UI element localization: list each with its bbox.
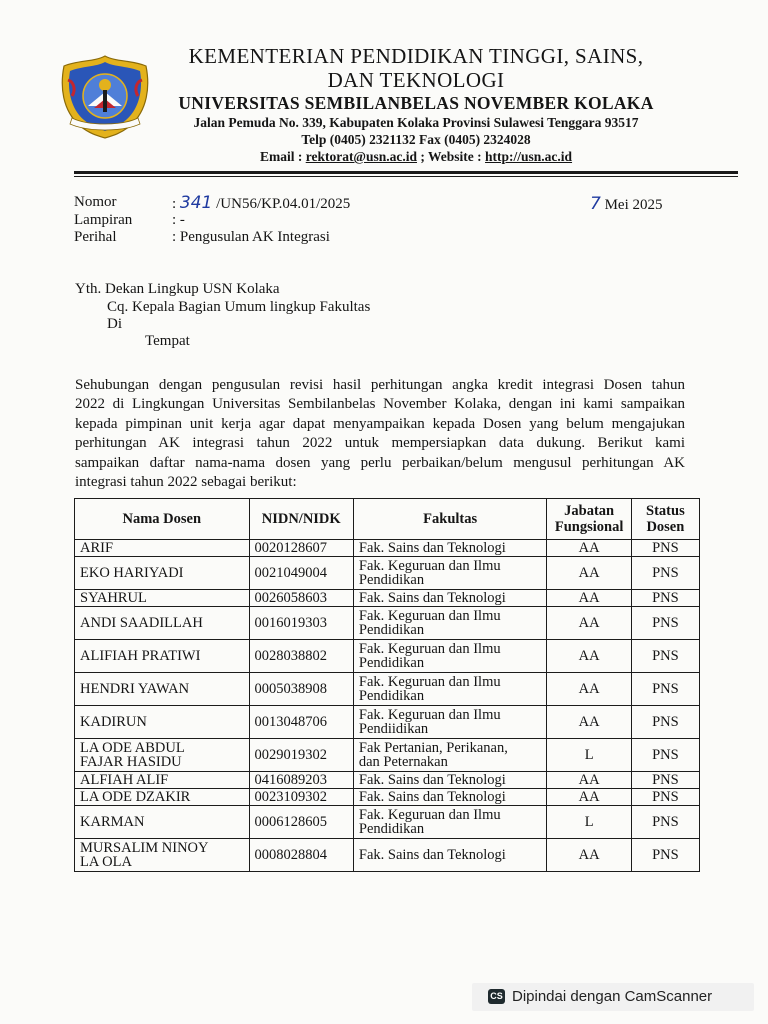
header-nama: Nama Dosen: [75, 499, 250, 540]
perihal-label: Perihal: [74, 229, 117, 245]
cell-fakultas-text: Fak Pertanian, Perikanan,: [358, 739, 508, 756]
cell-fakultas: [353, 557, 547, 590]
cell-nama: [75, 739, 250, 772]
cell-fakultas: [353, 640, 547, 673]
cell-nama: [75, 640, 250, 673]
cell-fakultas: [353, 540, 547, 557]
cell-nama: [75, 607, 250, 640]
cell-fakultas-text: Fak. Keguruan dan Ilmu: [358, 706, 501, 723]
cell-nama: [75, 772, 250, 789]
cell-jabatan-text: AA: [578, 564, 600, 581]
table-row: [75, 540, 700, 557]
cell-fakultas-text: Fak. Keguruan dan Ilmu: [358, 806, 501, 823]
date-suffix: Mei 2025: [600, 197, 663, 213]
cell-nama-text: LA OLA: [80, 854, 132, 870]
cell-nama-text: SYAHRUL: [80, 589, 147, 606]
cell-status-text: PNS: [652, 713, 679, 730]
cell-status-text: PNS: [652, 788, 679, 805]
cell-nama: [75, 673, 250, 706]
camscanner-text: Dipindai dengan CamScanner: [512, 988, 713, 1005]
cell-fakultas-text: Pendidikan: [358, 572, 425, 588]
website-label: ; Website :: [417, 149, 486, 164]
university-name: UNIVERSITAS SEMBILANBELAS NOVEMBER KOLAKA: [178, 93, 654, 113]
cell-fakultas: [353, 789, 547, 806]
cell-nidn: [249, 590, 353, 607]
cell-nama: [75, 839, 250, 872]
ministry-name-line2: DAN TEKNOLOGI: [327, 68, 505, 92]
cell-jabatan-text: AA: [578, 680, 600, 697]
cell-jabatan: [547, 640, 631, 673]
table-row: [75, 607, 700, 640]
table-row: [75, 590, 700, 607]
cell-fakultas-text: Fak. Keguruan dan Ilmu: [358, 640, 501, 657]
body-line: 2022 di Lingkungan Universitas Sembilanbelas November Kolaka, dengan ini kami sampaikan: [75, 396, 685, 413]
cell-jabatan-text: AA: [578, 788, 600, 805]
cell-jabatan: [547, 789, 631, 806]
cell-status-text: PNS: [652, 771, 679, 788]
ministry-name-line1: KEMENTERIAN PENDIDIKAN TINGGI, SAINS,: [188, 44, 644, 68]
university-phone: Telp (0405) 2321132 Fax (0405) 2324028: [301, 132, 531, 147]
perihal-value: : Pengusulan AK Integrasi: [172, 229, 330, 245]
cell-status: [631, 673, 699, 706]
header-jabatan: [547, 499, 631, 540]
body-line: sampaikan daftar nama-nama dosen yang perlu perbaikan/belum mengusul perhitungan AK: [75, 454, 685, 471]
cell-status-text: PNS: [652, 746, 679, 763]
cell-jabatan: [547, 772, 631, 789]
cell-fakultas-text: Pendidikan: [358, 622, 425, 638]
body-paragraph: [75, 376, 685, 492]
camscanner-watermark: [472, 983, 754, 1011]
university-address: Jalan Pemuda No. 339, Kabupaten Kolaka Provinsi Sulawesi Tenggara 93517: [193, 115, 639, 130]
letter-date: [590, 194, 663, 214]
cell-nidn-text: 0021049004: [254, 564, 328, 581]
cell-nidn: [249, 540, 353, 557]
cell-nidn-text: 0028038802: [254, 647, 328, 664]
cell-nama-text: LA ODE DZAKIR: [80, 788, 191, 805]
header-jabatan-line1: Jabatan: [564, 503, 615, 519]
cell-nidn-text: 0020128607: [254, 539, 328, 556]
body-line: perhitungan AK integrasi tahun 2022 untuk mempersiapkan data dukung. Berikut kami: [75, 435, 685, 452]
nomor-colon: :: [172, 196, 180, 212]
cell-jabatan-text: AA: [578, 589, 600, 606]
cell-fakultas-text: Fak. Sains dan Teknologi: [358, 539, 506, 556]
cell-nama: [75, 806, 250, 839]
table-row: [75, 706, 700, 739]
cell-jabatan: [547, 590, 631, 607]
email-link[interactable]: rektorat@usn.ac.id: [305, 149, 418, 164]
cell-status-text: PNS: [652, 614, 679, 631]
cell-nidn: [249, 607, 353, 640]
cell-nidn: [249, 739, 353, 772]
cell-status: [631, 557, 699, 590]
cell-fakultas-text: Fak. Keguruan dan Ilmu: [358, 673, 501, 690]
lecturer-table: [74, 498, 700, 872]
header-status: [631, 499, 699, 540]
cell-status-text: PNS: [652, 813, 679, 830]
cell-nama-text: KARMAN: [80, 813, 145, 830]
cell-fakultas: [353, 590, 547, 607]
lampiran-value: : -: [172, 212, 185, 228]
cell-status: [631, 839, 699, 872]
table-row: [75, 772, 700, 789]
letterhead-rule-thin: [74, 176, 738, 177]
cell-jabatan-text: L: [584, 746, 594, 763]
cell-fakultas-text: Pendidikan: [358, 655, 425, 671]
cell-jabatan-text: AA: [578, 539, 600, 556]
cell-status-text: PNS: [652, 680, 679, 697]
letterhead-rule-thick: [74, 171, 738, 174]
header-jabatan-line2: Fungsional: [554, 519, 624, 535]
cell-status: [631, 540, 699, 557]
cell-status: [631, 640, 699, 673]
cell-nidn: [249, 557, 353, 590]
cell-nidn-text: 0023109302: [254, 788, 328, 805]
header-fakultas: Fakultas: [353, 499, 547, 540]
cell-nama-text: EKO HARIYADI: [80, 564, 184, 581]
cell-status: [631, 607, 699, 640]
body-line: Sehubungan dengan pengusulan revisi hasil perhitungan angka kredit integrasi Dosen tahun: [75, 377, 685, 393]
recipient-line2: Cq. Kepala Bagian Umum lingkup Fakultas: [107, 299, 371, 315]
body-line: kepada pimpinan unit kerja agar dapat menyampaikan kepada Dosen yang belum mengajukan: [75, 415, 685, 432]
cell-jabatan-text: AA: [578, 713, 600, 730]
email-label: Email :: [259, 149, 306, 164]
cell-nama: [75, 789, 250, 806]
table-row: [75, 557, 700, 590]
table-header-row: [75, 499, 700, 540]
cell-status-text: PNS: [652, 589, 679, 606]
cell-nidn: [249, 640, 353, 673]
cell-status: [631, 739, 699, 772]
cell-nidn-text: 0016019303: [254, 614, 328, 631]
cell-jabatan-text: AA: [578, 647, 600, 664]
table-row: [75, 789, 700, 806]
header-nidn: NIDN/NIDK: [249, 499, 353, 540]
recipient-line3: Di: [107, 316, 122, 332]
cell-fakultas-text: Fak. Sains dan Teknologi: [358, 771, 506, 788]
cell-fakultas-text: Fak. Sains dan Teknologi: [358, 846, 506, 863]
cell-jabatan-text: L: [584, 813, 594, 830]
cell-nama-text: HENDRI YAWAN: [80, 680, 190, 697]
cell-jabatan: [547, 706, 631, 739]
cell-nidn-text: 0029019302: [254, 746, 328, 763]
cell-nama: [75, 706, 250, 739]
cell-jabatan: [547, 806, 631, 839]
header-status-line2: Dosen: [646, 519, 685, 535]
table-row: [75, 839, 700, 872]
cell-nama: [75, 557, 250, 590]
cell-status-text: PNS: [652, 647, 679, 664]
camscanner-icon: CS: [488, 989, 505, 1004]
university-logo: [54, 52, 156, 140]
cell-jabatan: [547, 557, 631, 590]
table-row: [75, 640, 700, 673]
cell-nidn-text: 0013048706: [254, 713, 328, 730]
lampiran-label: Lampiran: [74, 212, 133, 228]
cell-nama: [75, 590, 250, 607]
cell-jabatan: [547, 607, 631, 640]
cell-nidn-text: 0026058603: [254, 589, 328, 606]
cell-fakultas: [353, 673, 547, 706]
cell-nidn-text: 0416089203: [254, 771, 328, 788]
table-row: [75, 806, 700, 839]
cell-nama-text: FAJAR HASIDU: [80, 754, 182, 770]
cell-nidn: [249, 706, 353, 739]
cell-status: [631, 806, 699, 839]
cell-fakultas: [353, 739, 547, 772]
cell-nidn-text: 0005038908: [254, 680, 328, 697]
nomor-suffix: /UN56/KP.04.01/2025: [212, 196, 351, 212]
cell-fakultas: [353, 706, 547, 739]
cell-nama-text: ARIF: [80, 539, 114, 556]
header-status-line1: Status: [646, 503, 685, 519]
nomor-label: Nomor: [74, 194, 117, 210]
cell-nama-text: KADIRUN: [80, 713, 147, 730]
cell-status: [631, 706, 699, 739]
cell-jabatan-text: AA: [578, 614, 600, 631]
body-line: integrasi tahun 2022 sebagai berikut:: [75, 474, 297, 491]
cell-status-text: PNS: [652, 846, 679, 863]
cell-nidn: [249, 772, 353, 789]
cell-jabatan: [547, 673, 631, 706]
cell-jabatan: [547, 739, 631, 772]
table-row: [75, 739, 700, 772]
cell-status: [631, 590, 699, 607]
table-row: [75, 673, 700, 706]
cell-nidn: [249, 806, 353, 839]
cell-fakultas-text: dan Peternakan: [358, 754, 448, 770]
cell-nidn-text: 0006128605: [254, 813, 328, 830]
cell-jabatan: [547, 839, 631, 872]
date-handwritten: 7: [590, 194, 601, 214]
cell-fakultas: [353, 839, 547, 872]
cell-fakultas: [353, 772, 547, 789]
university-contact: [160, 149, 672, 165]
cell-nama-text: MURSALIM NINOY: [80, 839, 209, 856]
cell-nidn: [249, 673, 353, 706]
nomor-handwritten: 341: [179, 193, 213, 213]
cell-nama-text: ALIFIAH PRATIWI: [80, 647, 201, 664]
recipient-line4: Tempat: [145, 333, 190, 349]
nomor-value: [172, 193, 350, 213]
cell-status-text: PNS: [652, 539, 679, 556]
cell-fakultas-text: Fak. Sains dan Teknologi: [358, 788, 506, 805]
cell-fakultas-text: Fak. Sains dan Teknologi: [358, 589, 506, 606]
cell-fakultas: [353, 607, 547, 640]
cell-nama: [75, 540, 250, 557]
cell-nidn-text: 0008028804: [254, 846, 328, 863]
cell-nidn: [249, 789, 353, 806]
cell-fakultas-text: Fak. Keguruan dan Ilmu: [358, 557, 501, 574]
cell-nama-text: ALFIAH ALIF: [80, 771, 169, 788]
cell-nidn: [249, 839, 353, 872]
recipient-line1: Yth. Dekan Lingkup USN Kolaka: [75, 281, 280, 297]
cell-fakultas-text: Fak. Keguruan dan Ilmu: [358, 607, 501, 624]
cell-jabatan-text: AA: [578, 846, 600, 863]
cell-status-text: PNS: [652, 564, 679, 581]
cell-fakultas-text: Pendidikan: [358, 688, 425, 704]
cell-fakultas: [353, 806, 547, 839]
cell-fakultas-text: Pendiidikan: [358, 721, 429, 737]
cell-nama-text: ANDI SAADILLAH: [80, 614, 203, 631]
cell-status: [631, 789, 699, 806]
cell-jabatan-text: AA: [578, 771, 600, 788]
cell-status: [631, 772, 699, 789]
cell-nama-text: LA ODE ABDUL: [80, 739, 185, 756]
website-link[interactable]: http://usn.ac.id: [485, 149, 573, 164]
cell-fakultas-text: Pendidikan: [358, 821, 425, 837]
cell-jabatan: [547, 540, 631, 557]
